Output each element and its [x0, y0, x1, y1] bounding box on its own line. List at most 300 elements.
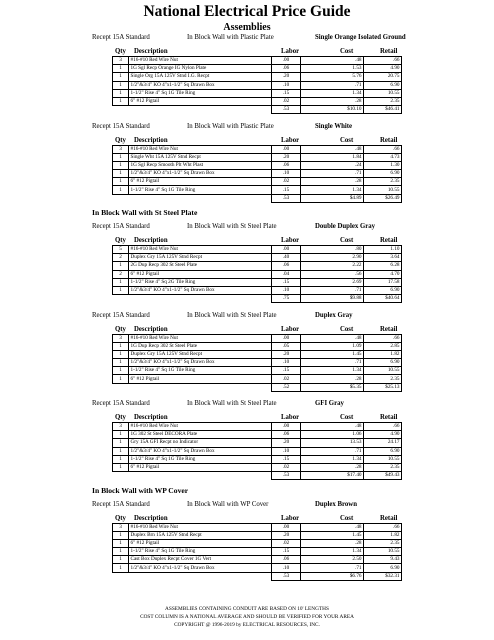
- cost-cell: .28: [301, 178, 364, 186]
- description-cell: 1G 302 St Steel DECORA Plate: [129, 431, 272, 439]
- total-spacer: [129, 383, 272, 391]
- assembly-parts-table: [112, 523, 402, 581]
- description-cell: Single Wht 15A 125V Stnd Recpt: [129, 153, 272, 161]
- retail-cell: 4.90: [364, 431, 402, 439]
- section-heading: In Block Wall with St Steel Plate: [92, 208, 198, 217]
- total-retail-cell: $40.64: [364, 295, 402, 303]
- labor-cell: .02: [272, 97, 301, 105]
- retail-cell: 24.17: [364, 439, 402, 447]
- description-header: Description: [134, 325, 168, 333]
- labor-header: Labor: [281, 237, 300, 244]
- cost-header: Cost: [340, 136, 354, 144]
- total-row: [113, 572, 402, 580]
- receptacle-label: Recept 15A Standard: [92, 223, 150, 230]
- cost-cell: .28: [301, 375, 364, 383]
- table-row: [113, 431, 402, 439]
- retail-cell: 10.55: [364, 367, 402, 375]
- table-row: [113, 334, 402, 342]
- retail-cell: 2.35: [364, 375, 402, 383]
- qty-header: Qty: [115, 136, 126, 144]
- table-row: [113, 161, 402, 169]
- total-spacer: [113, 194, 129, 202]
- receptacle-label: Recept 15A Standard: [92, 122, 150, 130]
- retail-cell: .66: [364, 523, 402, 531]
- cost-cell: 1.45: [301, 350, 364, 358]
- retail-cell: 2.35: [364, 463, 402, 471]
- qty-cell: 3: [113, 145, 129, 153]
- footer-line: COPYRIGHT @ 1996-2019 by ELECTRICAL RESOURCES, INC.: [174, 622, 320, 628]
- labor-cell: .10: [272, 447, 301, 455]
- table-row: [113, 270, 402, 278]
- description-cell: 1/2"&3/4" KO 4"x1-1/2" Sq Drawn Box: [129, 81, 272, 89]
- table-row: [113, 178, 402, 186]
- page-subtitle: Assemblies: [223, 22, 271, 33]
- assembly-parts-table: [112, 145, 402, 203]
- description-cell: 1G Sgl Recp Smooth Plt Wht Plast: [129, 161, 272, 169]
- description-cell: 1-1/2" Rise 4" Sq 1G Tile Ring: [129, 186, 272, 194]
- cost-cell: 2.69: [301, 278, 364, 286]
- qty-header: Qty: [115, 237, 126, 244]
- cost-cell: .71: [301, 447, 364, 455]
- table-row: [113, 342, 402, 350]
- retail-header: Retail: [380, 237, 398, 244]
- qty-cell: 1: [113, 447, 129, 455]
- description-cell: #16-#10 Red Wire Nut: [129, 57, 272, 65]
- qty-cell: 1: [113, 286, 129, 294]
- qty-cell: 1: [113, 81, 129, 89]
- cost-cell: 13.53: [301, 439, 364, 447]
- table-row: [113, 153, 402, 161]
- qty-cell: 1: [113, 439, 129, 447]
- qty-cell: 1: [113, 556, 129, 564]
- description-header: Description: [134, 136, 168, 144]
- column-header: [112, 47, 404, 56]
- qty-cell: 3: [113, 57, 129, 65]
- description-cell: #16-#10 Red Wire Nut: [129, 145, 272, 153]
- table-row: [113, 262, 402, 270]
- table-row: [113, 539, 402, 547]
- total-spacer: [129, 472, 272, 480]
- retail-cell: 4.90: [364, 65, 402, 73]
- table-row: [113, 57, 402, 65]
- total-spacer: [129, 295, 272, 303]
- qty-cell: 3: [113, 334, 129, 342]
- labor-header: Labor: [281, 414, 300, 421]
- page-title: National Electrical Price Guide: [143, 3, 351, 20]
- labor-cell: .00: [272, 57, 301, 65]
- total-spacer: [113, 106, 129, 114]
- description-header: Description: [134, 237, 168, 244]
- qty-cell: 1: [113, 178, 129, 186]
- total-cost-cell: $9.88: [301, 295, 364, 303]
- retail-cell: 2.35: [364, 178, 402, 186]
- wall-type-label: In Block Wall with Plastic Plate: [187, 34, 274, 41]
- total-spacer: [113, 295, 129, 303]
- labor-cell: .15: [272, 455, 301, 463]
- cost-cell: .71: [301, 81, 364, 89]
- assembly-title-line: [92, 500, 494, 510]
- description-cell: #16-#10 Red Wire Nut: [129, 423, 272, 431]
- total-cost-cell: $10.10: [301, 106, 364, 114]
- description-cell: 1/2"&3/4" KO 4"x1-1/2" Sq Drawn Box: [129, 359, 272, 367]
- wall-type-label: In Block Wall with St Steel Plate: [187, 311, 277, 319]
- receptacle-label: Recept 15A Standard: [92, 400, 150, 407]
- labor-cell: .04: [272, 270, 301, 278]
- cost-cell: .48: [301, 423, 364, 431]
- qty-cell: 1: [113, 65, 129, 73]
- retail-cell: 10.55: [364, 548, 402, 556]
- retail-cell: 6.90: [364, 447, 402, 455]
- table-row: [113, 145, 402, 153]
- description-cell: 1-1/2" Rise 4" Sq 1G Tile Ring: [129, 455, 272, 463]
- table-row: [113, 531, 402, 539]
- qty-cell: 1: [113, 278, 129, 286]
- total-spacer: [129, 194, 272, 202]
- retail-cell: 6.90: [364, 359, 402, 367]
- assembly-parts-table: [112, 334, 402, 392]
- table-row: [113, 350, 402, 358]
- section-heading: In Block Wall with WP Cover: [92, 485, 189, 495]
- table-row: [113, 81, 402, 89]
- labor-cell: .06: [272, 161, 301, 169]
- retail-header: Retail: [380, 514, 398, 522]
- retail-cell: 2.35: [364, 539, 402, 547]
- total-retail-cell: $32.31: [364, 572, 402, 580]
- qty-cell: 1: [113, 153, 129, 161]
- labor-cell: .15: [272, 367, 301, 375]
- retail-cell: 10.55: [364, 186, 402, 194]
- total-cost-cell: $6.76: [301, 572, 364, 580]
- cost-cell: 2.90: [301, 254, 364, 262]
- description-cell: Cast Box Duplex Recpt Cover 1G Vert: [129, 556, 272, 564]
- cost-cell: .48: [301, 57, 364, 65]
- assembly-title-line: [92, 122, 494, 132]
- total-labor-cell: .53: [272, 572, 301, 580]
- cost-cell: .56: [301, 270, 364, 278]
- cost-cell: 1.34: [301, 89, 364, 97]
- assembly-title-line: [92, 222, 494, 232]
- description-cell: 1-1/2" Rise 4" Sq 2G Tile Ring: [129, 278, 272, 286]
- labor-cell: .20: [272, 439, 301, 447]
- qty-cell: 1: [113, 367, 129, 375]
- labor-cell: .20: [272, 153, 301, 161]
- labor-cell: .05: [272, 342, 301, 350]
- table-row: [113, 359, 402, 367]
- description-header: Description: [134, 414, 168, 421]
- qty-cell: 1: [113, 170, 129, 178]
- total-row: [113, 295, 402, 303]
- qty-cell: 1: [113, 531, 129, 539]
- description-cell: #16-#10 Red Wire Nut: [129, 334, 272, 342]
- retail-cell: .66: [364, 334, 402, 342]
- cost-cell: .28: [301, 97, 364, 105]
- table-row: [113, 65, 402, 73]
- table-row: [113, 455, 402, 463]
- labor-header: Labor: [281, 48, 300, 55]
- retail-cell: 1.30: [364, 161, 402, 169]
- cost-header: Cost: [340, 48, 354, 55]
- retail-cell: 1.82: [364, 350, 402, 358]
- cost-cell: .28: [301, 539, 364, 547]
- table-row: [113, 97, 402, 105]
- assembly-title-line: [92, 311, 494, 321]
- assembly-title-line: [92, 33, 494, 43]
- description-cell: 1/2"&3/4" KO 4"x1-1/2" Sq Drawn Box: [129, 286, 272, 294]
- cost-header: Cost: [340, 237, 354, 244]
- retail-cell: 1.10: [364, 246, 402, 254]
- table-row: [113, 447, 402, 455]
- receptacle-type-label: Duplex Brown: [315, 500, 357, 508]
- retail-header: Retail: [380, 48, 398, 55]
- footer-line: ASSEMBLIES CONTAINING CONDUIT ARE BASED ON 10' LENGTHS: [165, 606, 329, 612]
- table-row: [113, 423, 402, 431]
- retail-cell: 17.58: [364, 278, 402, 286]
- total-labor-cell: .53: [272, 194, 301, 202]
- total-retail-cell: $25.13: [364, 383, 402, 391]
- retail-cell: 6.90: [364, 81, 402, 89]
- retail-cell: 6.90: [364, 286, 402, 294]
- qty-cell: 1: [113, 564, 129, 572]
- wall-type-label: In Block Wall with St Steel Plate: [187, 400, 277, 407]
- labor-cell: .06: [272, 556, 301, 564]
- description-cell: 1-1/2" Rise 4" Sq 1G Tile Ring: [129, 548, 272, 556]
- labor-cell: .06: [272, 262, 301, 270]
- description-cell: 1-1/2" Rise 4" Sq 1G Tile Ring: [129, 89, 272, 97]
- labor-cell: .00: [272, 523, 301, 531]
- total-row: [113, 383, 402, 391]
- table-row: [113, 278, 402, 286]
- receptacle-type-label: GFI Gray: [315, 400, 344, 407]
- qty-cell: 1: [113, 342, 129, 350]
- labor-cell: .02: [272, 463, 301, 471]
- qty-cell: 1: [113, 73, 129, 81]
- description-cell: 6" #12 Pigtail: [129, 539, 272, 547]
- labor-cell: .06: [272, 431, 301, 439]
- labor-header: Labor: [281, 136, 300, 144]
- labor-cell: .40: [272, 254, 301, 262]
- cost-cell: 1.84: [301, 153, 364, 161]
- retail-header: Retail: [380, 136, 398, 144]
- table-row: [113, 564, 402, 572]
- assembly-title-line: [92, 399, 494, 409]
- total-cost-cell: $17.40: [301, 472, 364, 480]
- labor-cell: .00: [272, 334, 301, 342]
- retail-cell: 6.90: [364, 564, 402, 572]
- column-header: [112, 514, 404, 523]
- description-cell: Gry 15A GFI Recpt no Indicator: [129, 439, 272, 447]
- labor-cell: .15: [272, 186, 301, 194]
- table-row: [113, 286, 402, 294]
- qty-cell: 1: [113, 186, 129, 194]
- total-retail-cell: $49.43: [364, 472, 402, 480]
- labor-cell: .15: [272, 278, 301, 286]
- labor-cell: .10: [272, 564, 301, 572]
- retail-cell: 2.35: [364, 97, 402, 105]
- cost-cell: 2.50: [301, 556, 364, 564]
- qty-header: Qty: [115, 48, 126, 55]
- retail-cell: 3.64: [364, 254, 402, 262]
- description-cell: Duplex Gry 15A 125V Stnd Recpt: [129, 350, 272, 358]
- cost-cell: .24: [301, 161, 364, 169]
- retail-cell: 1.82: [364, 531, 402, 539]
- description-cell: 1/2"&3/4" KO 4"x1-1/2" Sq Drawn Box: [129, 447, 272, 455]
- labor-cell: .10: [272, 170, 301, 178]
- description-cell: 1/2"&3/4" KO 4"x1-1/2" Sq Drawn Box: [129, 564, 272, 572]
- qty-cell: 1: [113, 539, 129, 547]
- receptacle-label: Recept 15A Standard: [92, 34, 150, 41]
- labor-cell: .00: [272, 145, 301, 153]
- cost-cell: 1.34: [301, 186, 364, 194]
- qty-cell: 2: [113, 254, 129, 262]
- table-row: [113, 439, 402, 447]
- column-header: [112, 325, 404, 334]
- total-labor-cell: .52: [272, 383, 301, 391]
- description-header: Description: [134, 514, 168, 522]
- qty-cell: 3: [113, 423, 129, 431]
- description-cell: 6" #12 Pigtail: [129, 463, 272, 471]
- qty-cell: 1: [113, 262, 129, 270]
- retail-header: Retail: [380, 414, 398, 421]
- qty-cell: 1: [113, 350, 129, 358]
- retail-cell: .66: [364, 423, 402, 431]
- description-cell: 6" #12 Pigtail: [129, 178, 272, 186]
- cost-cell: .80: [301, 246, 364, 254]
- total-row: [113, 194, 402, 202]
- assembly-parts-table: [112, 422, 402, 480]
- total-retail-cell: $46.41: [364, 106, 402, 114]
- description-cell: Duplex Brn 15A 125V Stnd Recpt: [129, 531, 272, 539]
- labor-cell: .15: [272, 548, 301, 556]
- retail-cell: 10.55: [364, 455, 402, 463]
- labor-cell: .00: [272, 246, 301, 254]
- total-cost-cell: $5.35: [301, 383, 364, 391]
- labor-cell: .10: [272, 286, 301, 294]
- table-row: [113, 254, 402, 262]
- labor-cell: .20: [272, 531, 301, 539]
- table-row: [113, 73, 402, 81]
- cost-cell: 1.34: [301, 367, 364, 375]
- total-labor-cell: .53: [272, 472, 301, 480]
- cost-cell: .71: [301, 286, 364, 294]
- labor-cell: .10: [272, 359, 301, 367]
- labor-cell: .00: [272, 423, 301, 431]
- total-retail-cell: $26.49: [364, 194, 402, 202]
- qty-header: Qty: [115, 414, 126, 421]
- labor-cell: .20: [272, 350, 301, 358]
- table-row: [113, 375, 402, 383]
- labor-cell: .02: [272, 375, 301, 383]
- retail-cell: 2.85: [364, 342, 402, 350]
- description-cell: Duplex Gry 15A 125V Stnd Recpt: [129, 254, 272, 262]
- cost-cell: 1.34: [301, 455, 364, 463]
- qty-cell: 1: [113, 89, 129, 97]
- cost-header: Cost: [340, 514, 354, 522]
- description-cell: Single Org 15A 125V Stnd I.G. Recpt: [129, 73, 272, 81]
- retail-cell: 6.28: [364, 262, 402, 270]
- description-cell: 1-1/2" Rise 4" Sq 1G Tile Ring: [129, 367, 272, 375]
- table-row: [113, 186, 402, 194]
- retail-cell: .66: [364, 57, 402, 65]
- retail-cell: 6.90: [364, 170, 402, 178]
- assembly-parts-table: [112, 245, 402, 303]
- wall-type-label: In Block Wall with WP Cover: [187, 500, 269, 508]
- labor-cell: .15: [272, 89, 301, 97]
- description-cell: 6" #12 Pigtail: [129, 375, 272, 383]
- table-row: [113, 246, 402, 254]
- cost-cell: .48: [301, 334, 364, 342]
- assembly-parts-table: [112, 56, 402, 114]
- receptacle-type-label: Single Orange Isolated Ground: [315, 34, 406, 41]
- table-row: [113, 367, 402, 375]
- description-cell: 1G Sgl Recp Orange IG Nylon Plate: [129, 65, 272, 73]
- description-cell: 1/2"&3/4" KO 4"x1-1/2" Sq Drawn Box: [129, 170, 272, 178]
- description-cell: 6" #12 Pigtail: [129, 97, 272, 105]
- labor-cell: .02: [272, 539, 301, 547]
- labor-header: Labor: [281, 325, 300, 333]
- total-labor-cell: .75: [272, 295, 301, 303]
- cost-cell: .48: [301, 145, 364, 153]
- total-spacer: [113, 383, 129, 391]
- cost-cell: .71: [301, 359, 364, 367]
- cost-cell: 1.06: [301, 431, 364, 439]
- cost-cell: .28: [301, 463, 364, 471]
- qty-cell: 1: [113, 161, 129, 169]
- cost-cell: .71: [301, 564, 364, 572]
- qty-cell: 2: [113, 270, 129, 278]
- cost-header: Cost: [340, 414, 354, 421]
- labor-cell: .02: [272, 178, 301, 186]
- column-header: [112, 413, 404, 422]
- cost-cell: 1.09: [301, 342, 364, 350]
- qty-cell: 1: [113, 375, 129, 383]
- receptacle-type-label: Single White: [315, 122, 353, 130]
- receptacle-label: Recept 15A Standard: [92, 500, 150, 508]
- total-spacer: [129, 106, 272, 114]
- column-header: [112, 136, 404, 145]
- wall-type-label: In Block Wall with St Steel Plate: [187, 223, 277, 230]
- qty-header: Qty: [115, 514, 126, 522]
- qty-cell: 3: [113, 523, 129, 531]
- column-header: [112, 236, 404, 245]
- retail-header: Retail: [380, 325, 398, 333]
- cost-cell: 1.45: [301, 531, 364, 539]
- total-cost-cell: $4.89: [301, 194, 364, 202]
- table-row: [113, 170, 402, 178]
- qty-header: Qty: [115, 325, 126, 333]
- table-row: [113, 548, 402, 556]
- table-row: [113, 463, 402, 471]
- qty-cell: 5: [113, 246, 129, 254]
- qty-cell: 1: [113, 97, 129, 105]
- labor-cell: .06: [272, 65, 301, 73]
- qty-cell: 1: [113, 548, 129, 556]
- total-labor-cell: .53: [272, 106, 301, 114]
- qty-cell: 1: [113, 455, 129, 463]
- table-row: [113, 523, 402, 531]
- qty-cell: 1: [113, 463, 129, 471]
- description-cell: 2G Dup Recp 302 St Steel Plate: [129, 262, 272, 270]
- cost-cell: 1.53: [301, 65, 364, 73]
- description-cell: 1G Dup Recp 302 St Steel Plate: [129, 342, 272, 350]
- labor-header: Labor: [281, 514, 300, 522]
- description-header: Description: [134, 48, 168, 55]
- footer-line: COST COLUMN IS A NATIONAL AVERAGE AND SHOULD BE VERIFIED FOR YOUR AREA: [140, 614, 354, 620]
- receptacle-label: Recept 15A Standard: [92, 311, 150, 319]
- qty-cell: 1: [113, 431, 129, 439]
- total-row: [113, 472, 402, 480]
- description-cell: #16-#10 Red Wire Nut: [129, 246, 272, 254]
- qty-cell: 1: [113, 359, 129, 367]
